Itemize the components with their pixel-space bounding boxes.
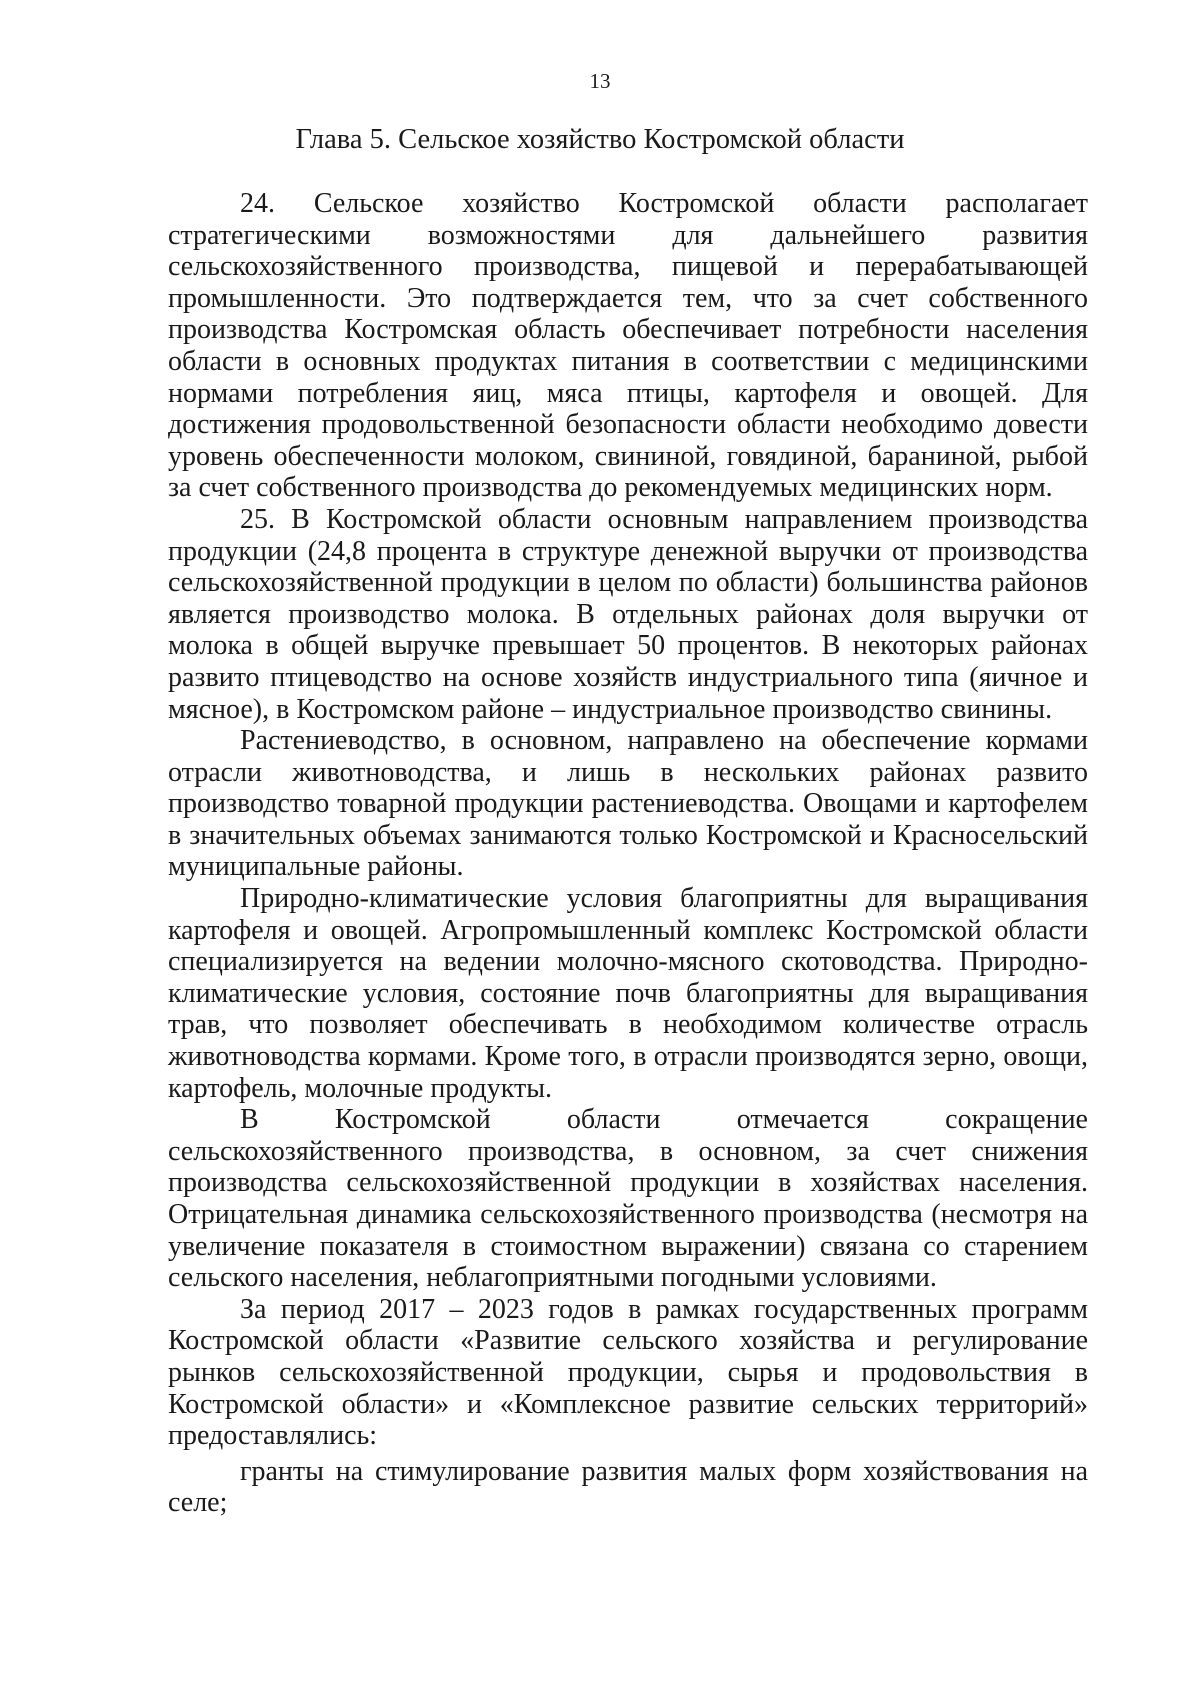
chapter-title: Глава 5. Сельское хозяйство Костромской области bbox=[295, 124, 905, 155]
paragraph-25: 25. В Костромской области основным направлением производства продукции (24,8 процента в структуре денежной выручки от производства сельскохозяйственной продукции в целом по области) большинства районов является производство молока. В отдельных районах доля выручки от молока в общей выручке превышает 50 процентов. В некоторых районах развито птицеводство на основе хозяйств индустриального типа (яичное и мясное), в Костромском районе – индустриальное производство свинины. bbox=[168, 503, 1088, 725]
paragraph-state-programs: За период 2017 – 2023 годов в рамках государственных программ Костромской области «Развитие сельского хозяйства и регулирование рынков сельскохозяйственной продукции, сырья и продовольствия в Костромской области» и «Комплексное развитие сельских территорий» предоставлялись: bbox=[168, 1293, 1088, 1452]
document-body bbox=[168, 188, 1088, 1519]
paragraph-production-decline: В Костромской области отмечается сокращение сельскохозяйственного производства, в основном, за счет снижения производства сельскохозяйственной продукции в хозяйствах населения. Отрицательная динамика сельскохозяйственного производства (несмотря на увеличение показателя в стоимостном выражении) связана со старением сельского населения, неблагоприятными погодными условиями. bbox=[168, 1104, 1088, 1294]
paragraph-crop-production: Растениеводство, в основном, направлено на обеспечение кормами отрасли животноводства, и лишь в нескольких районах развито производство товарной продукции растениеводства. Овощами и картофелем в значительных объемах занимаются только Костромской и Красносельский муниципальные районы. bbox=[168, 725, 1088, 883]
page-number: 13 bbox=[589, 69, 611, 93]
paragraph-24: 24. Сельское хозяйство Костромской области располагает стратегическими возможностями для дальнейшего развития сельскохозяйственного производства, пищевой и перерабатывающей промышленности. Это подтверждается тем, что за счет собственного производства Костромская область обеспечивает потребности населения области в основных продуктах питания в соответствии с медицинскими нормами потребления яиц, мяса птицы, картофеля и овощей. Для достижения продовольственной безопасности области необходимо довести уровень обеспеченности молоком, свининой, говядиной, бараниной, рыбой за счет собственного производства до рекомендуемых медицинских норм. bbox=[168, 188, 1088, 504]
paragraph-climate-conditions: Природно-климатические условия благоприятны для выращивания картофеля и овощей. Агропромышленный комплекс Костромской области специализируется на ведении молочно-мясного скотоводства. Природно-климатические условия, состояние почв благоприятны для выращивания трав, что позволяет обеспечивать в необходимом количестве отрасль животноводства кормами. Кроме того, в отрасли производятся зерно, овощи, картофель, молочные продукты. bbox=[168, 883, 1088, 1104]
list-item-grants: гранты на стимулирование развития малых форм хозяйствования на селе; bbox=[168, 1455, 1088, 1519]
